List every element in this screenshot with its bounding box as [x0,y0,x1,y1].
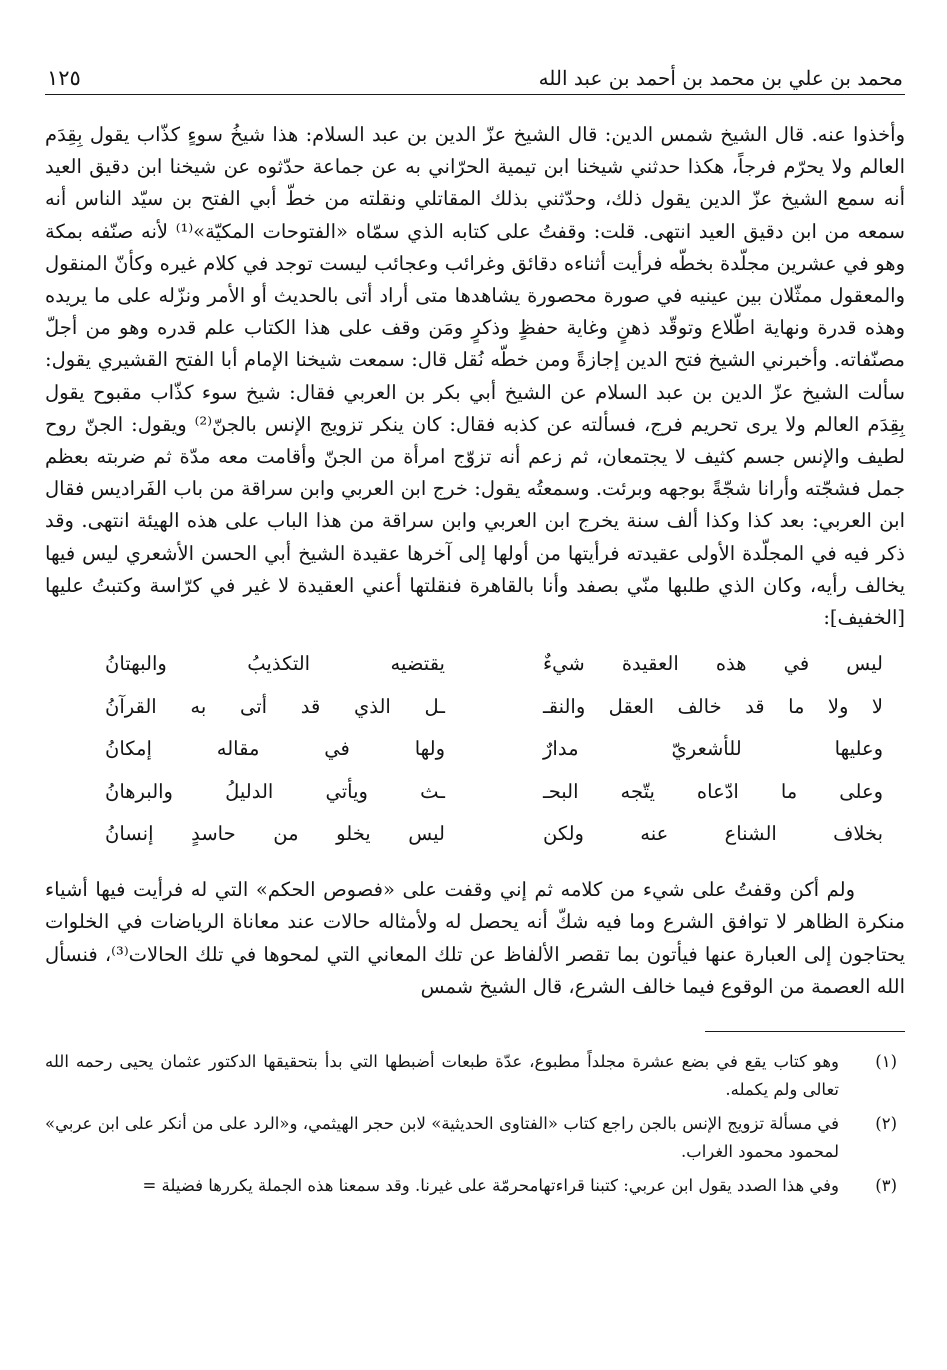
after-poem-paragraph: ولم أكن وقفتُ على شيء من كلامه ثم إني وقفت على «فصوص الحكم» التي له فرأيت فيها أشياء منكرة الظاهر لا توافق الشرع وما فيه شكّ أنه يحصل له ولأمثاله حالات عند معاناة الرياضات في الخلوات يحتاجون إلى العبارة عنها فيأتون بما تقصر الألفاظ عن تلك المعاني التي لمحوها في تلك الحالات⁽³⁾، فنسأل الله العصمة من الوقوع فيما خالف الشرع، قال الشيخ شمس [45,878,906,998]
verse-second-hemistich: ليس يخلو من حاسدٍ إنسانُ [105,822,445,845]
footnote-number: (٢) [875,1114,897,1134]
footnote-separator [705,1031,905,1032]
running-title: محمد بن علي بن محمد بن أحمد بن عبد الله [538,66,903,90]
verse-second-hemistich: ولها في مقاله إمكانُ [105,737,445,760]
page-number: ١٢٥ [47,66,81,90]
running-header [45,50,905,95]
poem-verse [45,770,905,813]
poem-verse [45,642,905,685]
poem-verse [45,685,905,728]
verse-first-hemistich: وعلى ما ادّعاه يتّجه البحـ [543,779,883,803]
footnote-text: وهو كتاب يقع في بضع عشرة مجلداً مطبوع، عدّة طبعات أضبطها التي بدأ بتحقيقها الدكتور عثمان يحيى رحمه الله تعالى ولم يكمله. [45,1052,839,1100]
verse-first-hemistich: بخلاف الشناع عنه ولكن [543,822,883,845]
verse-first-hemistich: لا ولا ما قد خالف العقل والنقـ [543,694,883,718]
footnote-number: (٣) [875,1176,897,1196]
verse-first-hemistich: ليس في هذه العقيدة شيءٌ [543,652,883,675]
poem-verse [45,812,905,855]
verse-second-hemistich: ـث ويأتي الدليلُ والبرهانُ [105,779,445,803]
footnote [45,1172,905,1200]
footnote-text: في مسألة تزويج الإنس بالجن راجع كتاب «الفتاوى الحديثية» لابن حجر الهيثمي، و«الرد على من أنكر على ابن عربي» لمحمود محمود الغراب. [45,1114,839,1162]
verse-first-hemistich: وعليها للأشعريّ مدارٌ [543,737,883,760]
body-paragraph: وأخذوا عنه. قال الشيخ شمس الدين: قال الشيخ عزّ الدين بن عبد السلام: هذا شيخُ سوءٍ كذّاب يقول بِقِدَم العالم ولا يحرّم فرجاً، هكذا حدثني شيخنا ابن تيمية الحرّاني به عن جماعة حدّثوه عن شيخنا ابن دقيق العيد أنه سمع الشيخ عزّ الدين يقول ذلك، وحدّثني بذلك المقاتلي ونقلته من خطّ أبي الفتح بن سيّد الناس أنه سمعه من ابن دقيق العيد انتهى. قلت: وقفتُ على كتابه الذي سمّاه «الفتوحات المكيّة»⁽¹⁾ لأنه صنّفه بمكة وهو في عشرين مجلّدة بخطّه فرأيت أثناءه دقائق وغرائب وعجائب ليست توجد في كلام غيره وكأنّ المنقول والمعقول ممثّلان بين عينيه في صورة محصورة يشاهدها متى أراد أتى بالحديث أو الأمر ونزّله على ما يريده وهذه قدرة ونهاية اطّلاع وتوقّد ذهنٍ وغاية حفظٍ وذكرٍ ومَن وقف على هذا الكتاب علم قدره وهو من أجلّ مصنّفاته. وأخبرني الشيخ فتح الدين إجازةً ومن خطّه نُقل قال: سمعت شيخنا الإمام أبا الفتح القشيري يقول: سألت الشيخ عزّ الدين بن عبد السلام عن الشيخ أبي بكر بن العربي فقال: شيخ سوء كذّاب مقبوح يقول بِقِدَم العالم ولا يرى تحريم فرج، فسألته عن كذبه فقال: كان ينكر تزويج الإنس بالجنّ⁽²⁾ ويقول: الجنّ روح لطيف والإنس جسم كثيف لا يجتمعان، ثم زعم أنه تزوّج امرأة من الجنّ وأقامت معه مدّة ثم ضربته بعظم جمل فشجّته وأرانا شجّةً بوجهه وبرئت. وسمعتُه يقول: خرج ابن العربي وابن سراقة من باب الفَراديس فقال ابن العربي: بعد كذا وكذا ألف سنة يخرج ابن العربي وابن سراقة من هذا الباب على هذه الهيئة انتهى. وقد ذكر فيه في المجلّدة الأولى عقيدته فرأيتها من أولها إلى آخرها عقيدة الشيخ أبي الحسن الأشعري ليس فيها يخالف رأيه، وكان الذي طلبها منّي بصفد وأنا بالقاهرة فنقلتها أعني العقيدة لا غير في كرّاسة وكتبتُ عليها [الخفيف]: [45,123,906,630]
verse-second-hemistich: يقتضيه التكذيبُ والبهتانُ [105,652,445,675]
footnote-number: (١) [875,1052,897,1072]
book-page [45,50,905,1206]
footnotes [45,1048,905,1200]
main-text [45,119,905,634]
footnote [45,1048,905,1104]
poem-verse [45,727,905,770]
verse-second-hemistich: ـل الذي قد أتى به القرآنُ [105,694,445,718]
footnote [45,1110,905,1166]
footnote-text: وفي هذا الصدد يقول ابن عربي: كتبنا قراءتهامحرمّة على غيرنا. وقد سمعنا هذه الجملة يكررها فضيلة = [142,1176,839,1196]
poem [45,642,905,855]
